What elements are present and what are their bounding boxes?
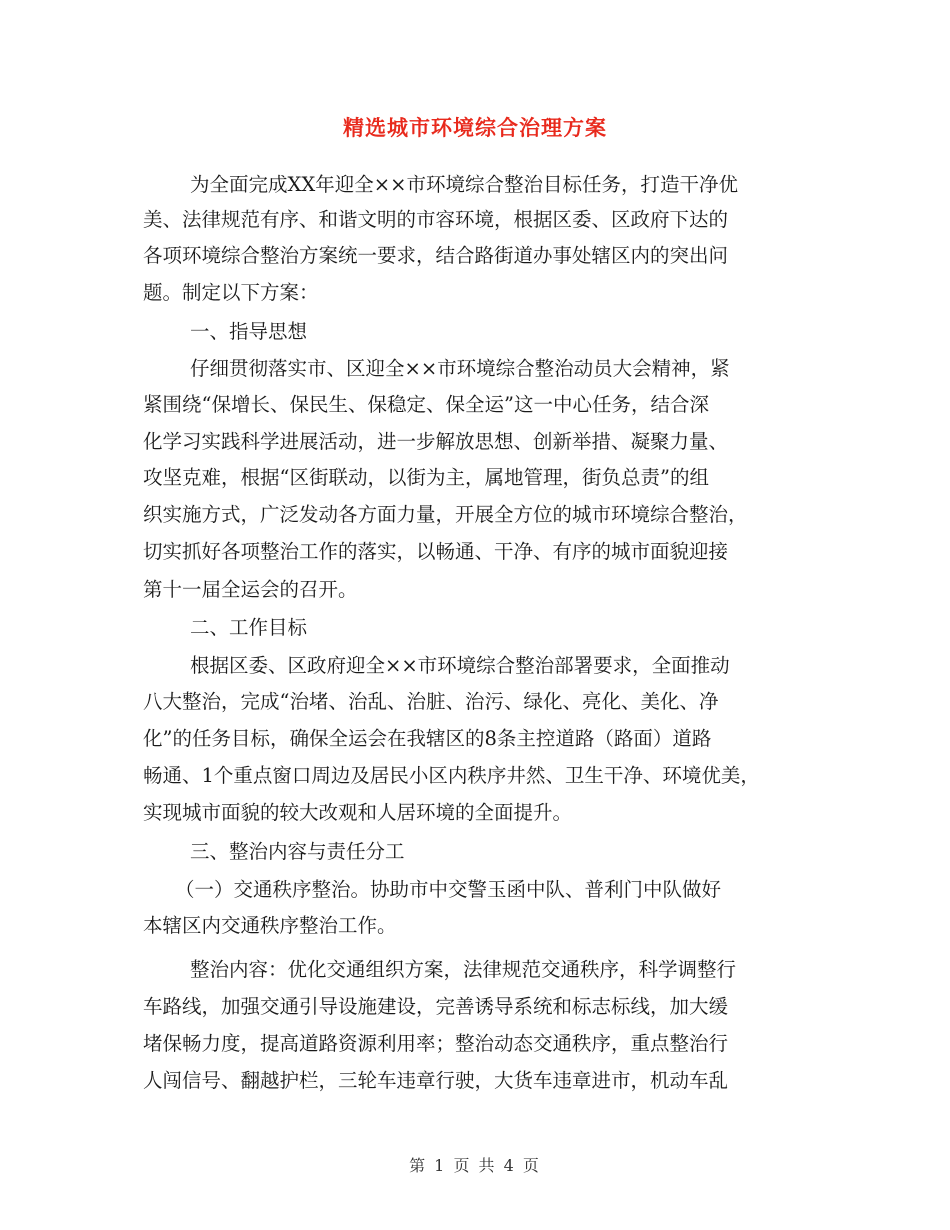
paragraph-line: 整治内容：优化交通组织方案，法律规范交通秩序，科学调整行 <box>190 958 737 981</box>
paragraph-line: 车路线，加强交通引导设施建设，完善诱导系统和标志标线，加大缓 <box>143 995 729 1018</box>
section-heading: 二、工作目标 <box>190 616 308 639</box>
paragraph-line: 人闯信号、翻越护栏，三轮车违章行驶，大货车违章进市，机动车乱 <box>143 1069 729 1092</box>
paragraph-line: 畅通、1个重点窗口周边及居民小区内秩序井然、卫生干净、环境优美， <box>143 764 760 787</box>
paragraph-line: 为全面完成XX年迎全××市环境综合整治目标任务，打造干净优 <box>190 173 738 196</box>
paragraph-line: 第十一届全运会的召开。 <box>143 578 358 601</box>
paragraph-line: 本辖区内交通秩序整治工作。 <box>143 914 397 937</box>
paragraph-line: 织实施方式，广泛发动各方面力量，开展全方位的城市环境综合整治， <box>143 503 748 526</box>
paragraph-line: 实现城市面貌的较大改观和人居环境的全面提升。 <box>143 801 573 824</box>
section-heading: 一、指导思想 <box>190 320 308 343</box>
paragraph-line: 根据区委、区政府迎全××市环境综合整治部署要求，全面推动 <box>190 654 730 677</box>
section-heading: 三、整治内容与责任分工 <box>190 840 405 863</box>
paragraph-line: 题。制定以下方案： <box>143 281 319 304</box>
paragraph-line: 美、法律规范有序、和谐文明的市容环境，根据区委、区政府下达的 <box>143 208 729 231</box>
paragraph-line: 化学习实践科学进展活动，进一步解放思想、创新举措、凝聚力量、 <box>143 430 729 453</box>
paragraph-line: 紧围绕“保增长、保民生、保稳定、保全运”这一中心任务，结合深 <box>143 393 709 416</box>
paragraph-line: 堵保畅力度，提高道路资源利用率；整治动态交通秩序，重点整治行 <box>143 1032 729 1055</box>
paragraph-line: 切实抓好各项整治工作的落实，以畅通、干净、有序的城市面貌迎接 <box>143 540 729 563</box>
paragraph-line: 攻坚克难，根据“区街联动，以街为主，属地管理，街负总责”的组 <box>143 466 709 489</box>
paragraph-line: 仔细贯彻落实市、区迎全××市环境综合整治动员大会精神，紧 <box>190 357 730 380</box>
paragraph-line: 各项环境综合整治方案统一要求，结合路街道办事处辖区内的突出问 <box>143 244 729 267</box>
paragraph-line: 八大整治，完成“治堵、治乱、治脏、治污、绿化、亮化、美化、净 <box>143 690 719 713</box>
page-number-footer: 第 1 页 共 4 页 <box>409 1156 541 1175</box>
paragraph-line: （一）交通秩序整治。协助市中交警玉函中队、普利门中队做好 <box>175 878 722 901</box>
paragraph-line: 化”的任务目标，确保全运会在我辖区的8条主控道路（路面）道路 <box>143 727 712 750</box>
document-title: 精选城市环境综合治理方案 <box>343 116 607 140</box>
